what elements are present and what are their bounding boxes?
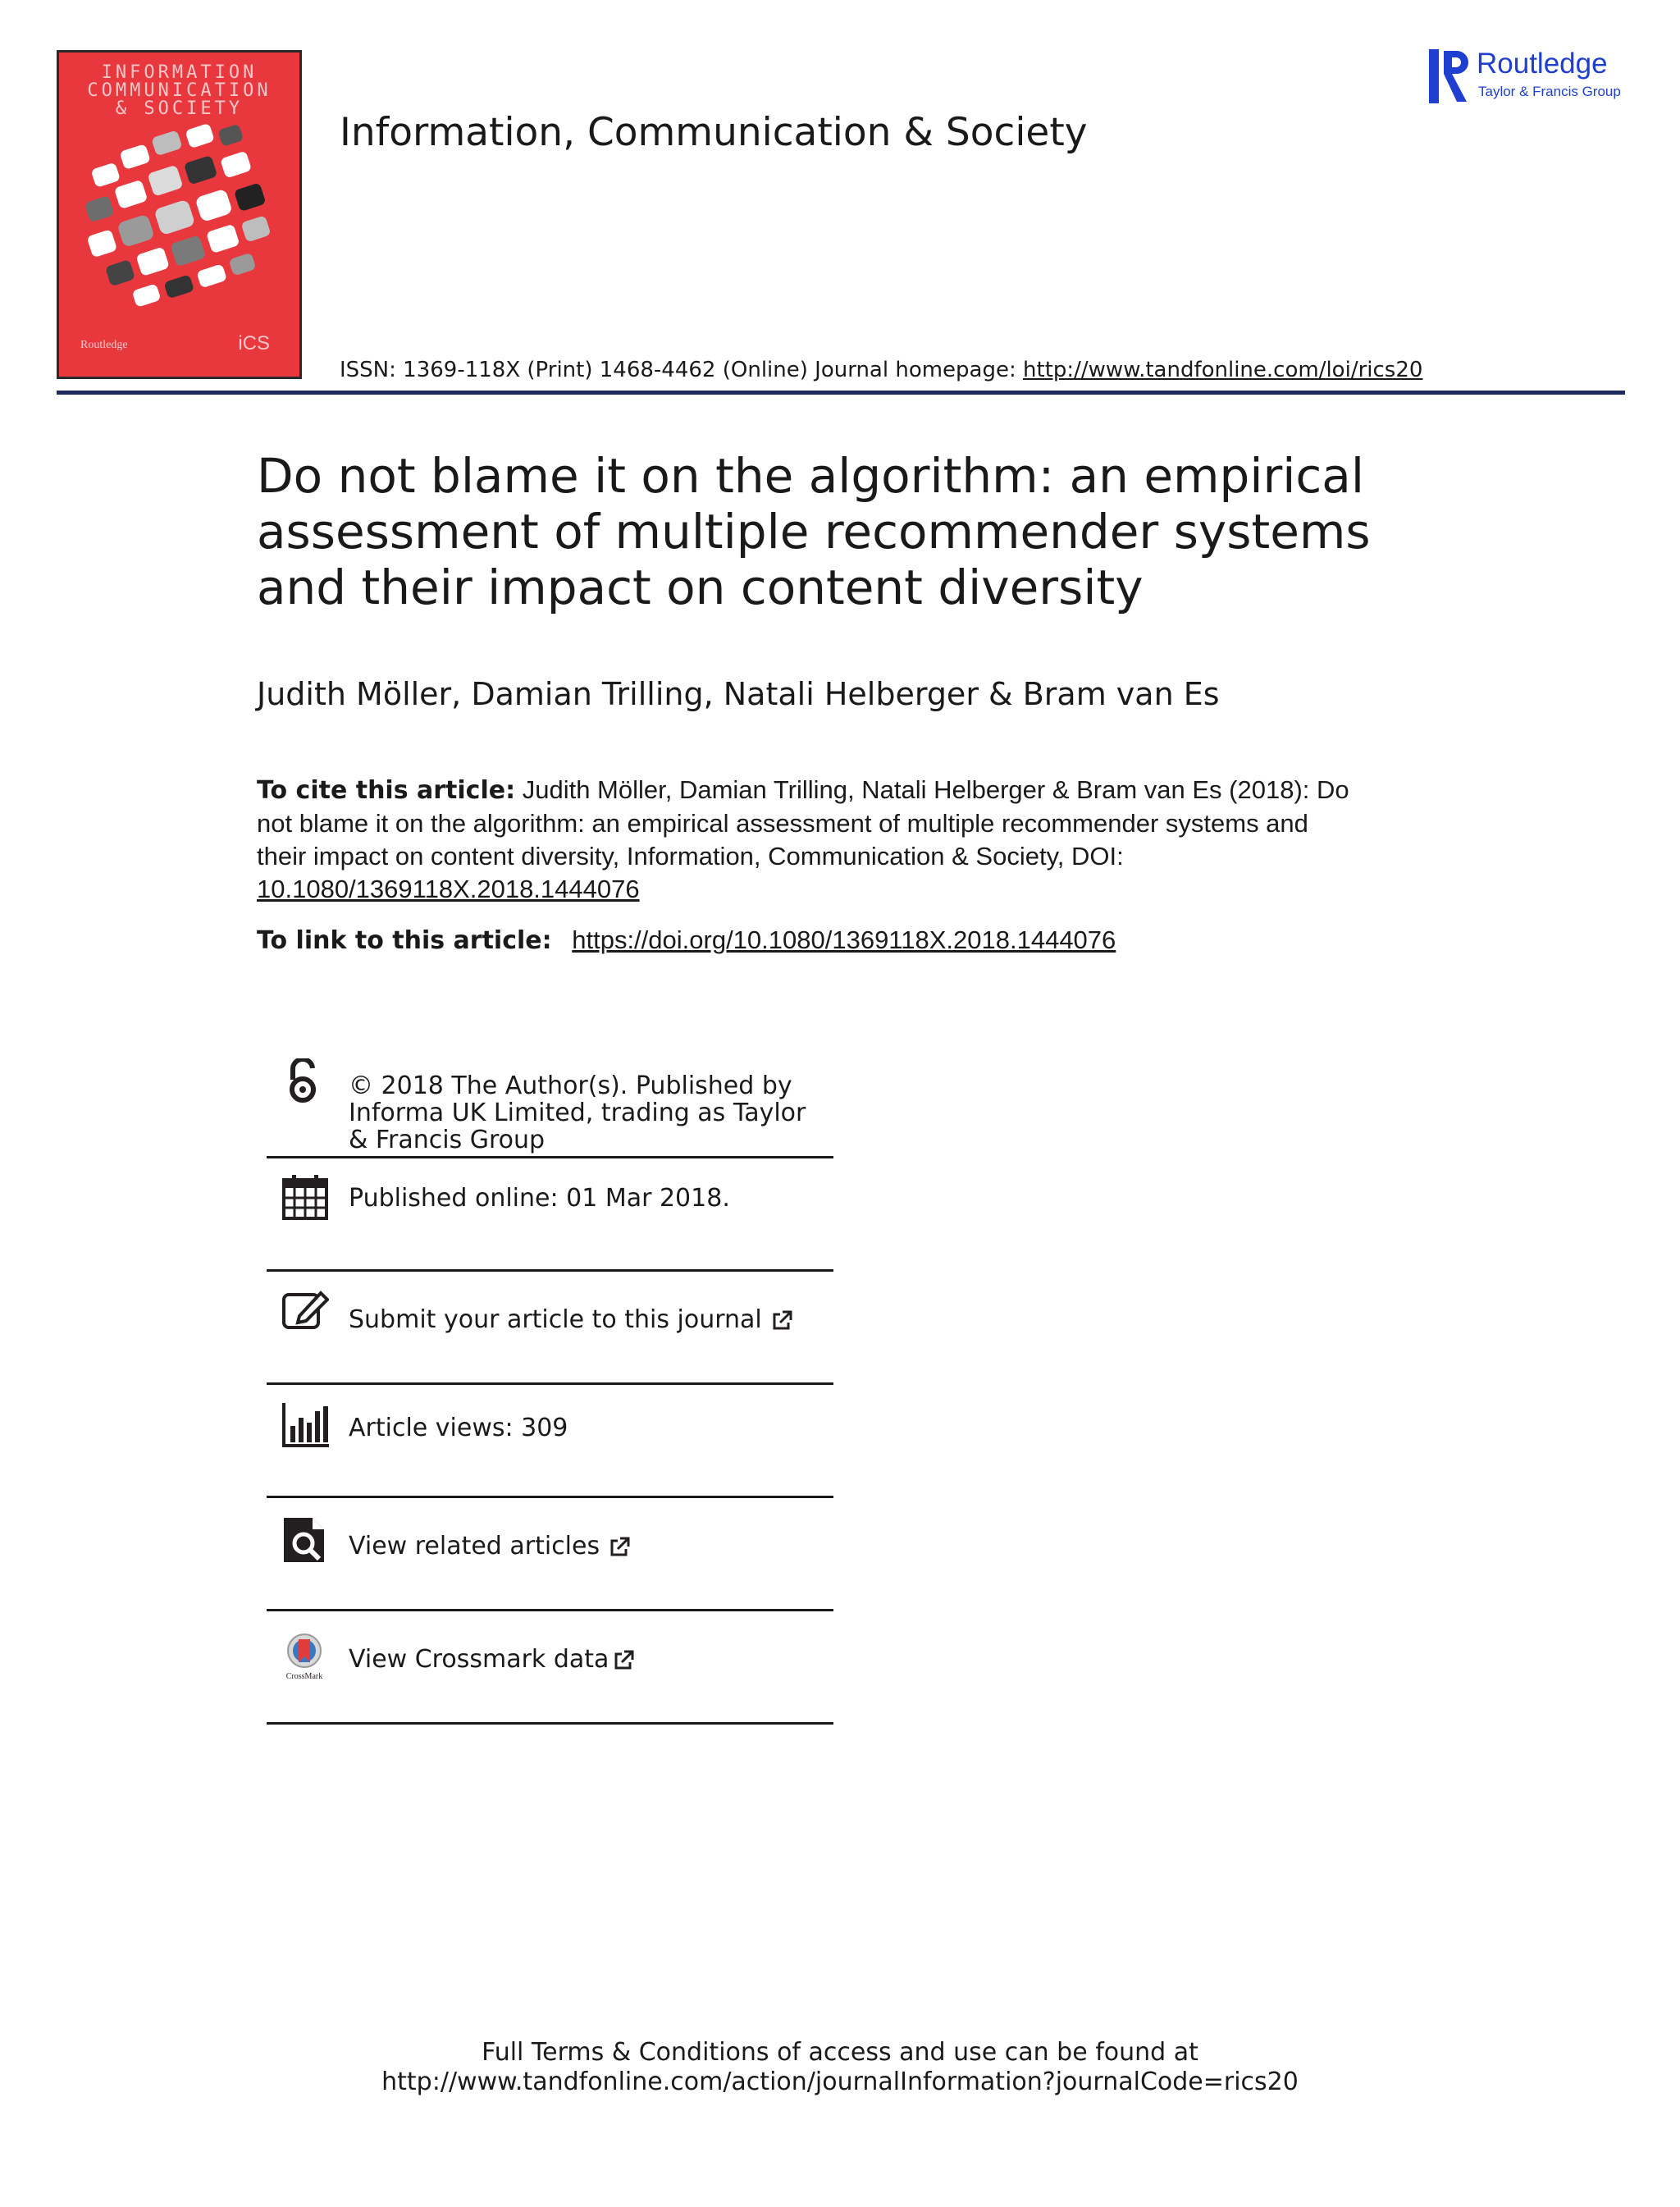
link-label: To link to this article: xyxy=(257,926,552,955)
article-link-block xyxy=(257,925,1116,955)
journal-cover-image xyxy=(57,50,302,379)
related-articles-label: View related articles xyxy=(349,1532,600,1560)
routledge-logo[interactable] xyxy=(1429,48,1630,105)
journal-homepage-link[interactable]: http://www.tandfonline.com/loi/rics20 xyxy=(1023,358,1423,382)
external-link-icon xyxy=(770,1309,793,1332)
issn-line xyxy=(340,358,1422,382)
open-access-row xyxy=(267,1058,833,1158)
published-date: Published online: 01 Mar 2018. xyxy=(349,1184,730,1213)
search-document-icon xyxy=(281,1516,329,1564)
cite-text: Judith Möller, Damian Trilling, Natali Helberger & Bram van Es (2018): Do not blame it on the algorithm: an empirical assessment of multiple recommender systems and their impact on content diversity, Information, Communication & Society, DOI: xyxy=(257,775,1349,870)
routledge-r-icon xyxy=(1429,49,1472,103)
calendar-icon xyxy=(281,1173,329,1221)
publisher-group: Taylor & Francis Group xyxy=(1478,84,1621,99)
external-link-icon xyxy=(612,1649,635,1672)
views-row xyxy=(267,1385,833,1498)
crossmark-label: View Crossmark data xyxy=(349,1645,609,1674)
external-link-icon xyxy=(608,1536,631,1559)
cover-title-line: COMMUNICATION xyxy=(87,80,272,101)
article-views: Article views: 309 xyxy=(349,1414,568,1442)
copyright-text: © 2018 The Author(s). Published by Informa UK Limited, trading as Taylor & Francis Group xyxy=(349,1072,806,1154)
doi-link[interactable]: https://doi.org/10.1080/1369118X.2018.1444076 xyxy=(572,925,1116,954)
article-authors: Judith Möller, Damian Trilling, Natali Helberger & Bram van Es xyxy=(257,676,1220,712)
journal-title: Information, Communication & Society xyxy=(340,110,1088,155)
terms-footer xyxy=(0,2038,1680,2097)
cover-title-line: INFORMATION xyxy=(101,62,258,83)
cover-publisher-mark: Routledge xyxy=(80,339,128,351)
cite-label: To cite this article: xyxy=(257,776,516,805)
citation-block xyxy=(257,774,1356,906)
row-divider xyxy=(267,1722,833,1725)
crossmark-logo-icon xyxy=(281,1633,329,1680)
publisher-name: Routledge xyxy=(1477,48,1608,80)
terms-link[interactable]: http://www.tandfonline.com/action/journalInformation?journalCode=rics20 xyxy=(381,2068,1299,2096)
terms-text: Full Terms & Conditions of access and use can be found at xyxy=(482,2038,1198,2067)
header-divider xyxy=(57,391,1625,395)
cite-doi-link[interactable]: 10.1080/1369118X.2018.1444076 xyxy=(257,875,640,903)
published-row xyxy=(267,1158,833,1272)
submit-article-link[interactable] xyxy=(349,1306,833,1333)
crossmark-row[interactable] xyxy=(267,1611,833,1725)
bar-chart-icon xyxy=(281,1403,329,1451)
crossmark-link[interactable] xyxy=(349,1646,833,1673)
cover-journal-abbrev: iCS xyxy=(238,332,270,354)
submit-article-label: Submit your article to this journal xyxy=(349,1305,762,1334)
related-articles-link[interactable] xyxy=(349,1533,833,1560)
crossmark-logo-text: CrossMark xyxy=(285,1672,323,1680)
related-row[interactable] xyxy=(267,1498,833,1611)
open-access-lock-icon xyxy=(281,1058,329,1106)
submit-row[interactable] xyxy=(267,1272,833,1385)
article-title: Do not blame it on the algorithm: an empirical assessment of multiple recommender systems and their impact on content diversity xyxy=(257,448,1371,615)
issn-text: ISSN: 1369-118X (Print) 1468-4462 (Online) Journal homepage: xyxy=(340,358,1024,382)
cover-title-line: & SOCIETY xyxy=(115,98,244,119)
cover-globe-artwork xyxy=(59,53,299,377)
edit-pencil-icon xyxy=(281,1286,329,1334)
